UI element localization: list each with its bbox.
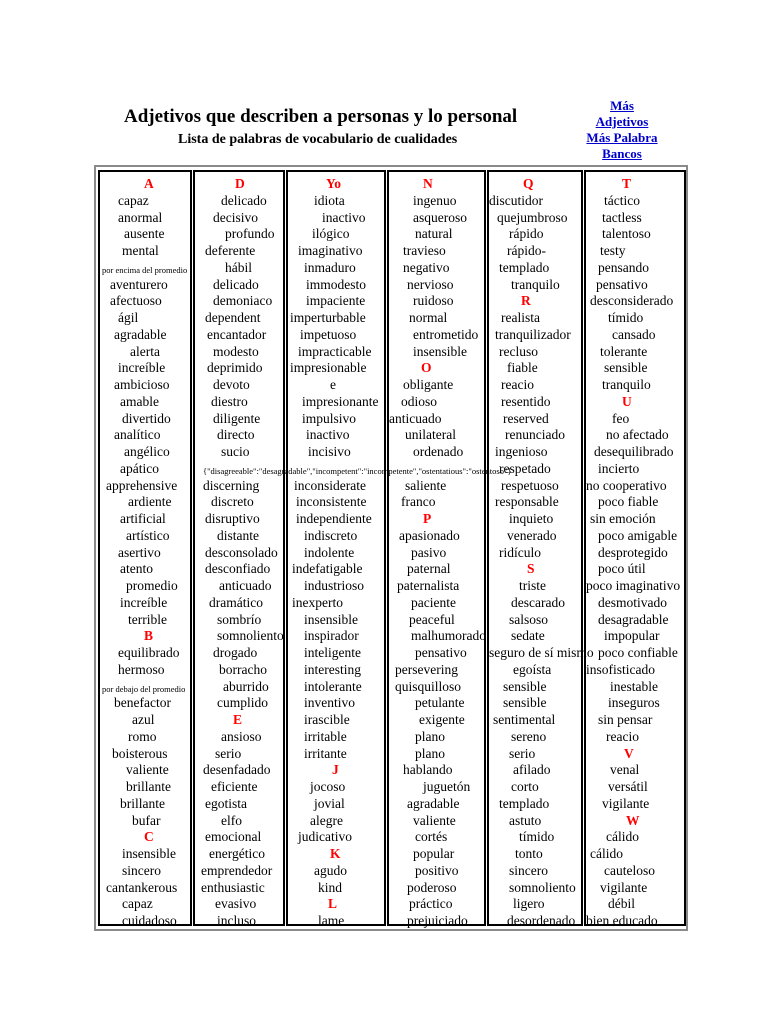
word-cell: táctico (604, 192, 640, 208)
word-cell: inconsiderate (294, 477, 366, 493)
letter-header: S (527, 561, 535, 577)
word-cell: cálido (606, 829, 639, 845)
word-cell: atento (120, 561, 153, 577)
word-cell: ágil (118, 310, 139, 325)
letter-header: K (330, 846, 341, 861)
word-cell: devoto (213, 377, 250, 392)
word-cell: débil (608, 896, 635, 912)
word-cell: prejuiciado (407, 913, 468, 928)
column-a (98, 170, 192, 926)
word-cell: irritante (304, 745, 347, 761)
word-cell: poco fiable (598, 494, 659, 510)
word-cell: por debajo del promedio (102, 683, 186, 694)
word-cell: sedate (511, 628, 545, 644)
word-cell: tolerante (600, 343, 648, 359)
word-cell: incierto (598, 460, 640, 476)
word-cell: amable (120, 393, 159, 409)
word-cell: unilateral (405, 427, 456, 443)
word-cell: apático (120, 460, 159, 476)
word-cell: angélico (124, 444, 170, 459)
word-cell: ardiente (128, 494, 172, 510)
word-cell: enthusiastic (201, 879, 265, 895)
word-cell: entrometido (413, 326, 479, 342)
word-cell: tímido (519, 829, 555, 845)
word-cell: hermoso (118, 661, 165, 677)
word-cell: inactivo (306, 427, 350, 443)
word-cell: modesto (213, 343, 259, 359)
word-cell: inactivo (322, 209, 366, 225)
word-cell: indiscreto (304, 527, 358, 543)
word-cell: jocoso (310, 779, 346, 794)
letter-header: B (144, 628, 154, 644)
word-cell: valiente (126, 762, 169, 778)
word-cell: insensible (304, 611, 358, 627)
word-cell: positivo (415, 862, 459, 878)
letter-header: Yo (326, 176, 342, 191)
word-cell: versátil (608, 779, 648, 794)
word-cell: talentoso (602, 226, 651, 242)
word-cell: poco imaginativo (586, 578, 681, 593)
letter-header: Q (523, 176, 534, 191)
word-cell: increíble (120, 594, 168, 610)
letter-header: E (233, 712, 243, 727)
word-cell: tranquilo (511, 276, 560, 292)
word-cell: normal (409, 310, 448, 325)
word-cell: inquieto (509, 511, 554, 526)
word-cell: persevering (395, 661, 458, 677)
word-cell: desconsiderado (590, 293, 674, 309)
letter-header: L (328, 896, 338, 912)
word-cell: valiente (413, 812, 456, 828)
word-cell: quisquilloso (395, 678, 462, 694)
link-mas[interactable]: Más (610, 98, 634, 113)
word-cell: drogado (213, 645, 258, 660)
word-cell: anticuado (219, 578, 272, 593)
word-cell: peaceful (409, 611, 455, 627)
word-cell: inmaduro (304, 259, 356, 275)
word-cell: seguro de sí mismo (489, 645, 594, 660)
word-cell: immodesto (306, 276, 366, 292)
word-cell: diestro (211, 393, 248, 409)
word-cell: bufar (132, 812, 161, 828)
word-cell: inspirador (304, 628, 359, 644)
word-cell: delicado (213, 276, 259, 292)
word-cell: salsoso (509, 611, 549, 627)
word-cell: alerta (130, 343, 160, 359)
word-cell: recluso (499, 343, 538, 359)
word-cell: impresionante (302, 393, 379, 409)
word-cell: ordenado (413, 444, 464, 459)
word-cell: poco útil (598, 561, 646, 577)
word-cell: cuidadoso (122, 913, 177, 928)
word-cell: realista (501, 310, 540, 325)
word-cell: ruidoso (413, 293, 454, 309)
word-cell: sucio (221, 444, 250, 459)
word-cell: sin emoción (590, 511, 656, 526)
word-cell: benefactor (114, 695, 171, 711)
word-cell: ausente (124, 226, 165, 242)
word-cell: indefatigable (292, 561, 363, 577)
word-cell: decisivo (213, 209, 258, 225)
word-cell: afectuoso (110, 293, 162, 309)
word-cell: capaz (122, 896, 153, 912)
word-cell: apprehensive (106, 477, 178, 493)
word-cell: desenfadado (203, 762, 271, 778)
word-cell: pensativo (596, 276, 648, 292)
word-cell: emocional (205, 829, 262, 845)
word-cell: triste (519, 578, 546, 593)
word-cell: impresionable (290, 360, 367, 376)
word-cell: deferente (205, 243, 256, 258)
word-cell: apasionado (399, 527, 460, 543)
word-cell: sensible (503, 678, 547, 694)
word-cell: agradable (407, 795, 460, 811)
word-cell: directo (217, 427, 255, 443)
word-cell: poco amigable (598, 527, 678, 543)
page-title: Adjetivos que describen a personas y lo personal (124, 106, 518, 127)
word-cell: energético (209, 846, 265, 861)
word-cell: práctico (409, 896, 453, 912)
word-cell: insensible (413, 343, 467, 359)
column-t (584, 170, 686, 926)
word-cell: poco confiable (598, 645, 678, 660)
word-cell: inteligente (304, 645, 361, 660)
column-n (387, 170, 486, 926)
word-cell: impopular (604, 628, 660, 644)
word-cell: desconsolado (205, 544, 278, 560)
word-cell: tonto (515, 846, 543, 861)
word-cell: responsable (495, 494, 559, 510)
word-cell: vigilante (602, 795, 650, 811)
word-cell: aburrido (223, 678, 269, 694)
word-cell: plano (415, 728, 445, 744)
word-cell: inconsistente (296, 494, 367, 510)
word-cell: malhumorado (411, 628, 486, 644)
word-cell: ingenuo (413, 192, 457, 208)
word-cell: brillante (120, 795, 165, 811)
word-cell: {"disagreeable":"desagradable","incompetent":"incompetente","ostentatious":"ostentoso"} (203, 465, 512, 476)
word-cell: asqueroso (413, 209, 467, 225)
word-cell: dependent (205, 310, 261, 325)
word-cell: discreto (211, 494, 254, 510)
word-cell: borracho (219, 661, 267, 677)
word-cell: respetado (499, 460, 551, 476)
word-cell: tímido (608, 310, 644, 325)
word-cell: rápido (509, 226, 544, 242)
word-cell: equilibrado (118, 645, 180, 660)
word-cell: por encima del promedio (102, 264, 188, 275)
word-cell: serio (215, 745, 242, 761)
word-cell: fiable (507, 360, 538, 376)
word-cell: reacio (606, 728, 639, 744)
column-yo (286, 170, 386, 926)
word-cell: quejumbroso (497, 209, 568, 225)
word-cell: sensible (503, 695, 547, 711)
word-cell: petulante (415, 695, 465, 711)
word-cell: independiente (296, 511, 372, 526)
word-cell: resentido (501, 393, 551, 409)
word-cell: venerado (507, 527, 557, 543)
word-cell: egoísta (513, 661, 552, 677)
word-cell: hábil (225, 259, 252, 275)
word-cell: demoniaco (213, 293, 273, 309)
word-cell: sincero (122, 862, 161, 878)
word-cell: serio (509, 745, 536, 761)
word-cell: interesting (304, 661, 361, 677)
word-cell: elfo (221, 812, 242, 828)
word-cell: diligente (213, 410, 261, 426)
word-cell: impulsivo (302, 410, 357, 426)
word-cell: feo (612, 410, 630, 426)
word-cell: irascible (304, 712, 350, 727)
word-cell: brillante (126, 779, 171, 794)
word-cell: no afectado (606, 427, 669, 443)
word-cell: renunciado (505, 427, 565, 443)
word-cell: vigilante (600, 879, 648, 895)
word-cell: boisterous (112, 745, 168, 761)
word-cell: encantador (207, 326, 267, 342)
word-cell: templado (499, 259, 550, 275)
letter-header: W (626, 812, 640, 828)
vocabulary-table (94, 165, 688, 931)
word-cell: disruptivo (205, 511, 260, 526)
word-cell: ingenioso (495, 444, 548, 459)
word-cell: tactless (602, 209, 642, 225)
word-cell: reserved (503, 410, 549, 426)
word-cell: impetuoso (300, 326, 357, 342)
word-cell: kind (318, 879, 343, 895)
word-cell: poderoso (407, 879, 457, 895)
word-cell: promedio (126, 578, 178, 593)
word-cell: ligero (513, 896, 545, 912)
word-cell: artificial (120, 511, 166, 526)
word-cell: impaciente (306, 293, 366, 309)
word-cell: franco (401, 494, 436, 510)
word-cell: delicado (221, 192, 267, 208)
word-cell: romo (128, 728, 157, 744)
word-cell: sombrío (217, 611, 262, 627)
word-cell: indolente (304, 544, 355, 560)
word-cell: no cooperativo (586, 477, 667, 493)
word-cell: egotista (205, 795, 247, 811)
word-cell: desordenado (507, 913, 576, 928)
page-subtitle: Lista de palabras de vocabulario de cualidades (178, 132, 458, 147)
letter-header: P (423, 511, 432, 526)
word-cell: cansado (612, 326, 656, 342)
word-cell: judicativo (298, 829, 352, 845)
word-cell: popular (413, 846, 455, 861)
word-cell: sentimental (493, 712, 556, 727)
word-cell: juguetón (423, 779, 471, 794)
word-cell: sin pensar (598, 712, 653, 727)
word-cell: templado (499, 795, 550, 811)
word-cell: travieso (403, 243, 446, 258)
link-bancos[interactable]: Bancos (602, 146, 642, 161)
word-cell: sereno (511, 728, 547, 744)
letter-header: U (622, 393, 632, 409)
word-cell: anormal (118, 209, 163, 225)
word-cell: ridículo (499, 544, 541, 560)
word-cell: discerning (203, 477, 260, 493)
word-cell: increíble (118, 360, 166, 376)
word-cell: testy (600, 243, 626, 258)
word-cell: aventurero (110, 276, 168, 292)
word-cell: deprimido (207, 360, 263, 376)
word-cell: jovial (314, 795, 345, 811)
word-cell: ambicioso (114, 377, 170, 392)
word-cell: tranquilo (602, 377, 651, 392)
word-cell: insensible (122, 846, 176, 861)
word-cell: paternal (407, 561, 451, 577)
word-cell: natural (415, 226, 453, 242)
word-cell: bien educado (586, 913, 658, 928)
word-cell: incisivo (308, 444, 351, 459)
letter-header: A (144, 176, 154, 191)
word-cell: alegre (310, 812, 343, 828)
word-cell: hablando (403, 762, 453, 778)
word-cell: desprotegido (598, 544, 668, 560)
word-cell: inestable (610, 678, 658, 694)
word-cell: venal (610, 762, 640, 778)
link-adjetivos[interactable]: Adjetivos (595, 114, 649, 129)
word-cell: irritable (304, 728, 347, 744)
word-cell: inexperto (292, 594, 343, 610)
word-cell: reacio (501, 377, 534, 392)
word-cell: dramático (209, 594, 263, 610)
word-cell: evasivo (215, 896, 257, 912)
word-cell: eficiente (211, 779, 258, 794)
word-cell: profundo (225, 226, 275, 242)
word-cell: negativo (403, 259, 450, 275)
letter-header: T (622, 176, 632, 191)
word-cell: agudo (314, 862, 347, 878)
word-cell: tranquilizador (495, 326, 571, 342)
word-cell: impracticable (298, 343, 372, 359)
column-q (487, 170, 594, 928)
word-cell: azul (132, 712, 155, 727)
word-cell: desconfiado (205, 561, 271, 577)
word-cell: asertivo (118, 544, 161, 560)
word-cell: pensativo (415, 645, 467, 660)
word-cell: sincero (509, 862, 548, 878)
word-cell: corto (511, 779, 539, 794)
word-cell: analítico (114, 427, 161, 443)
word-cell: mental (122, 243, 159, 258)
letter-header: R (521, 293, 531, 309)
word-cell: inseguros (608, 695, 660, 711)
word-cell: somnoliento (217, 628, 284, 644)
word-cell: industrioso (304, 578, 365, 593)
word-cell: capaz (118, 192, 149, 208)
word-cell: pensando (598, 259, 649, 275)
letter-header: V (624, 745, 634, 761)
word-cell: discutidor (489, 192, 543, 208)
word-cell: cumplido (217, 695, 268, 711)
word-cell: distante (217, 527, 259, 543)
word-cell: odioso (401, 393, 438, 409)
word-cell: exigente (419, 712, 465, 727)
word-cell: astuto (509, 812, 542, 828)
word-cell: artístico (126, 527, 170, 543)
letter-header: O (421, 360, 432, 376)
word-cell: lame (318, 913, 345, 928)
word-cell: cortés (415, 829, 448, 845)
word-cell: incluso (217, 913, 256, 928)
letter-header: N (423, 176, 433, 191)
word-cell: inventivo (304, 695, 355, 711)
letter-header: D (235, 176, 245, 191)
word-cell: e (330, 377, 336, 392)
word-cell: desmotivado (598, 594, 667, 610)
word-cell: plano (415, 745, 445, 761)
word-cell: sensible (604, 360, 648, 376)
more-word-banks-links (582, 98, 662, 162)
word-cell: anticuado (389, 410, 442, 426)
word-cell: idiota (314, 192, 345, 208)
word-cell: terrible (128, 611, 167, 627)
word-cell: ilógico (312, 226, 350, 242)
word-cell: ansioso (221, 728, 262, 744)
word-cell: descarado (511, 594, 565, 610)
word-cell: somnoliento (509, 879, 576, 895)
word-cell: insofisticado (586, 661, 655, 677)
word-cell: desequilibrado (594, 444, 674, 459)
letter-header: J (332, 762, 339, 778)
word-cell: obligante (403, 377, 454, 392)
word-cell: imperturbable (290, 310, 366, 325)
word-cell: pasivo (411, 544, 447, 560)
word-cell: nervioso (407, 276, 454, 292)
word-cell: respetuoso (501, 477, 559, 493)
word-cell: saliente (405, 477, 447, 493)
letter-header: C (144, 829, 154, 845)
word-cell: agradable (114, 326, 167, 342)
word-cell: imaginativo (298, 243, 363, 258)
word-cell: desagradable (598, 611, 669, 627)
word-cell: paciente (411, 594, 456, 610)
word-cell: emprendedor (201, 862, 273, 878)
word-cell: cálido (590, 846, 623, 861)
word-cell: cantankerous (106, 879, 178, 895)
word-cell: intolerante (304, 678, 362, 694)
word-cell: cauteloso (604, 862, 655, 878)
link-mas-palabra[interactable]: Más Palabra (586, 130, 658, 145)
word-cell: afilado (513, 762, 551, 778)
word-cell: paternalista (397, 578, 460, 593)
word-cell: rápido- (507, 243, 546, 258)
word-cell: divertido (122, 410, 171, 426)
